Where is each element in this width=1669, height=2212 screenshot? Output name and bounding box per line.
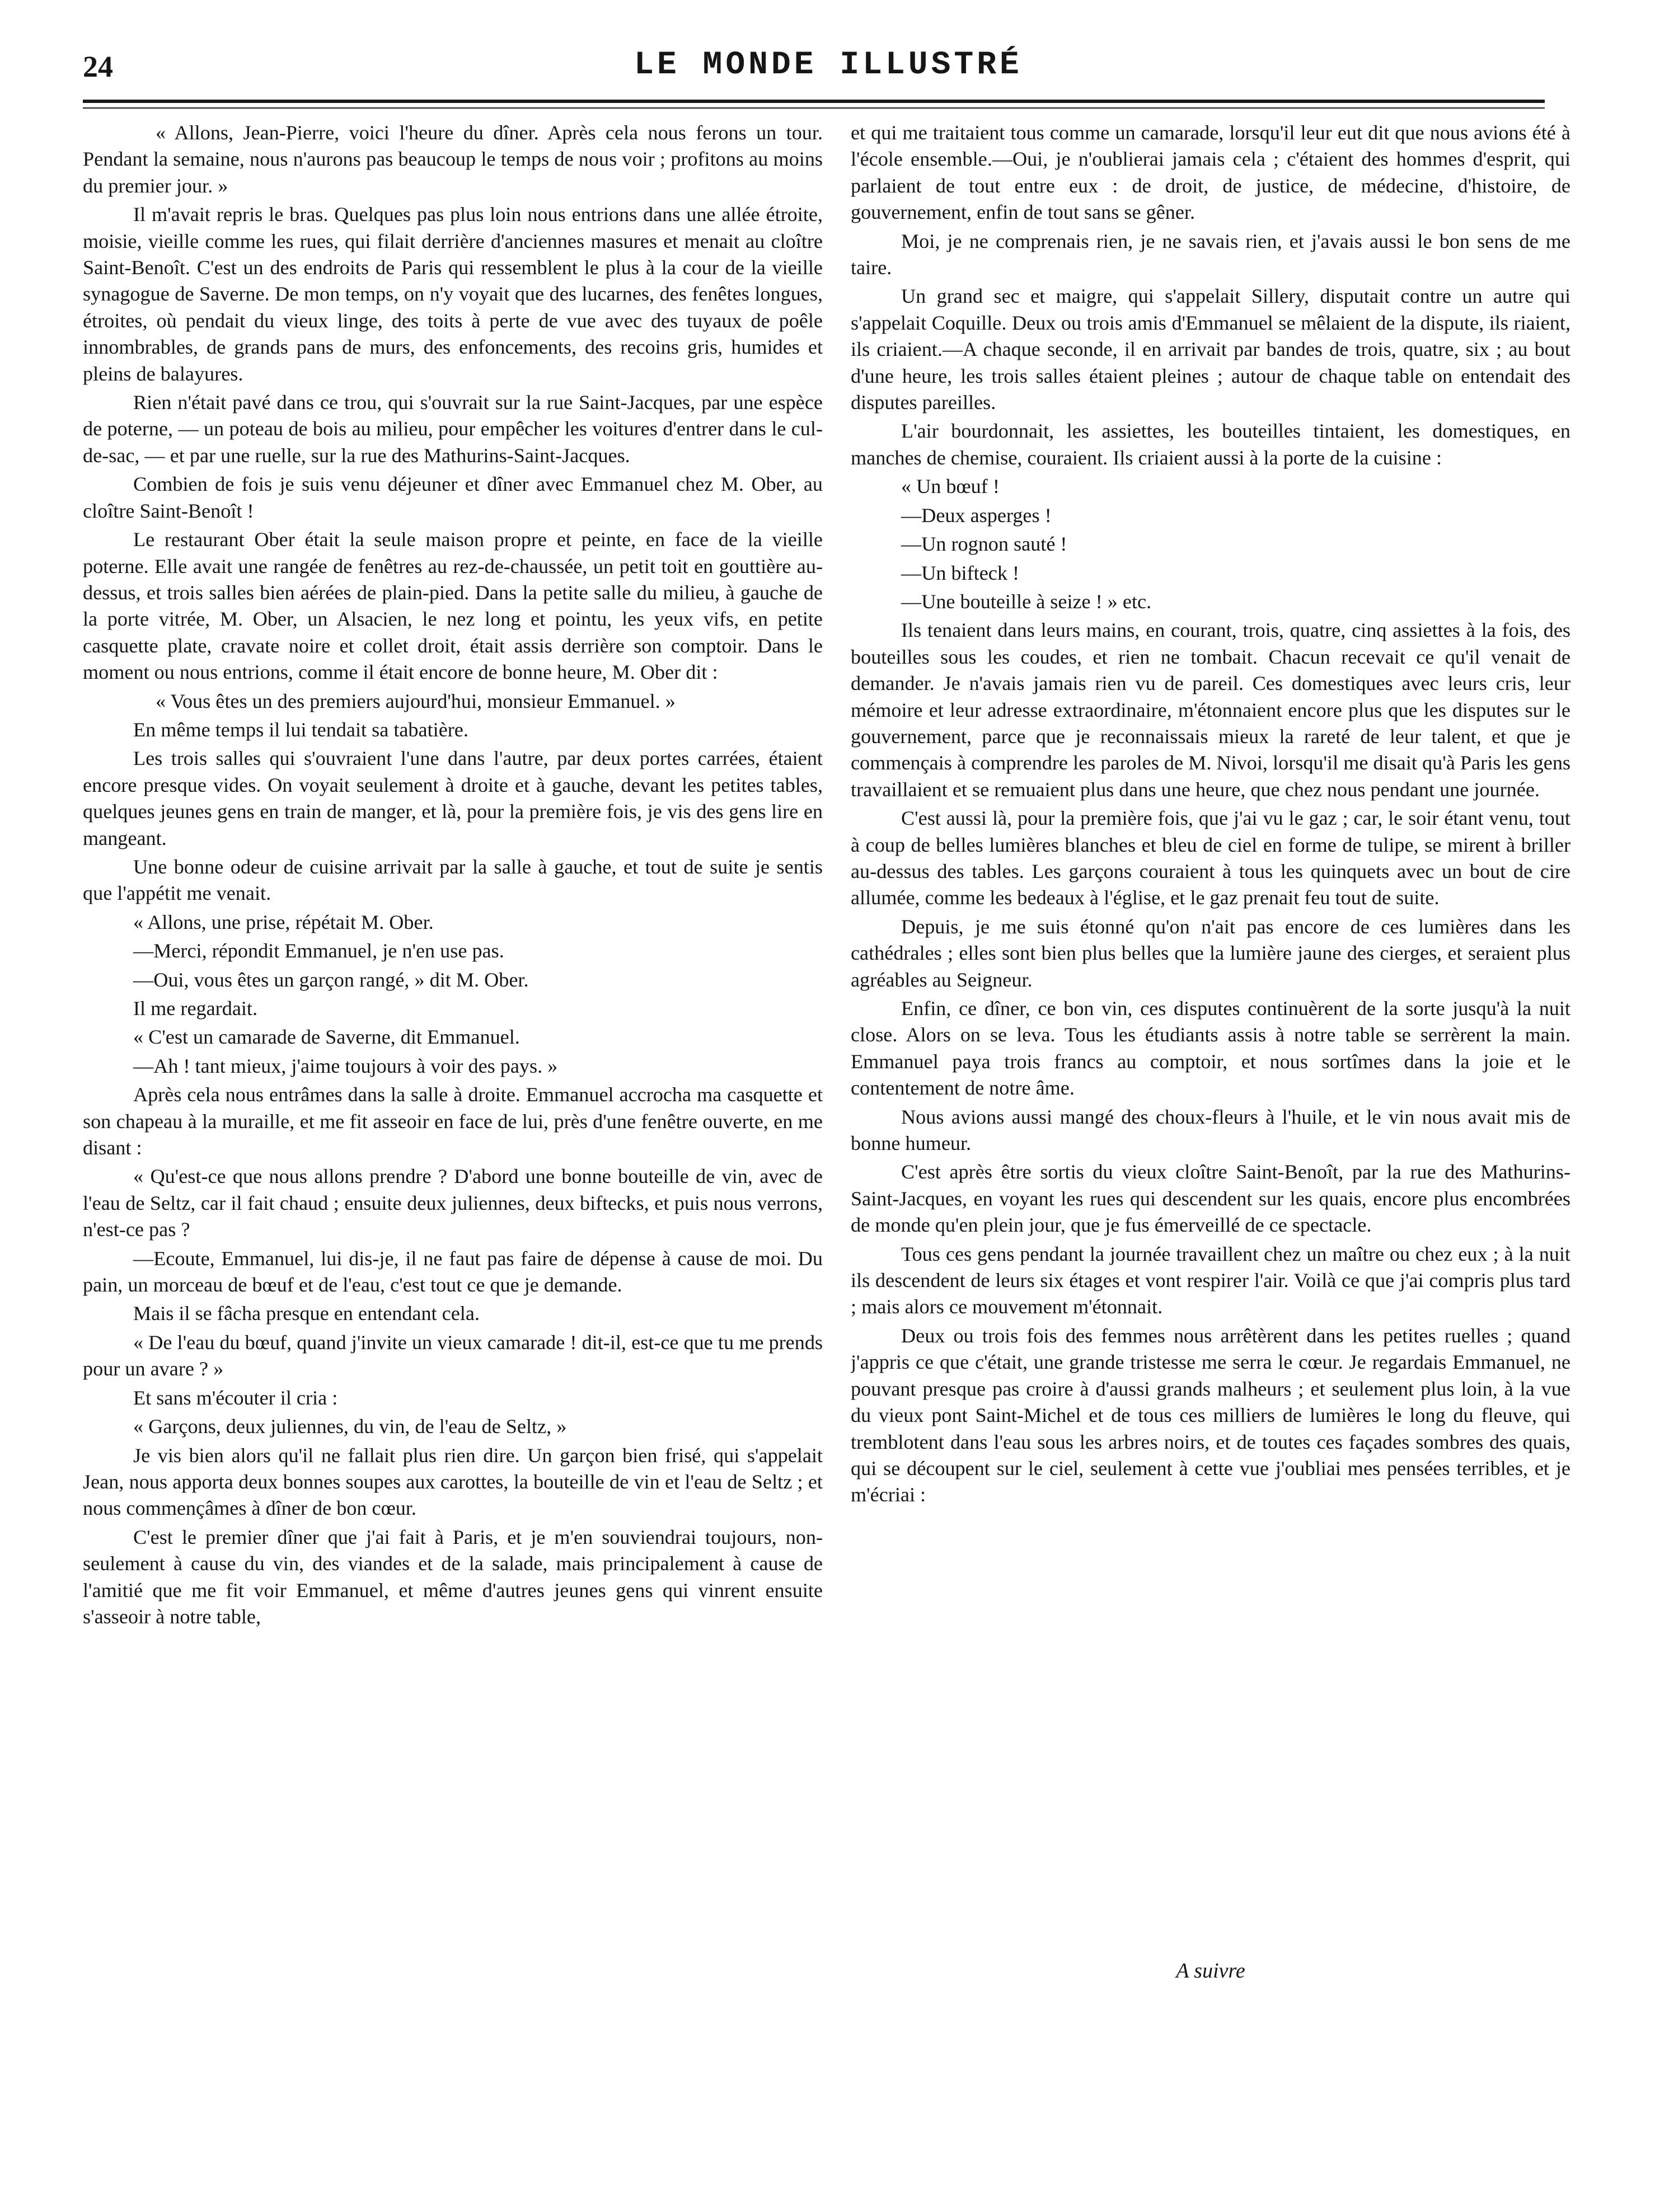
paragraph: Après cela nous entrâmes dans la salle à droite. Emmanuel accrocha ma casquette et son chapeau à la muraille, et me fit asseoir en face de lui, près d'une fenêtre ouverte, en me disant : — [83, 1083, 823, 1159]
paragraph: Un grand sec et maigre, qui s'appelait Sillery, disputait contre un autre qui s'appelait Coquille. Deux ou trois amis d'Emmanuel se mêlaient de la dispute, ils riaient, ils criaient.—A chaque seconde, il en arrivait par bandes de trois, quatre, six ; au bout d'une heure, les trois salles étaient pleines ; autour de chaque table on entendait des disputes pareilles. — [851, 285, 1570, 414]
dialogue-line: —Un bifteck ! — [901, 561, 1020, 584]
paragraph: « Vous êtes un des premiers aujourd'hui, monsieur Emmanuel. » — [156, 689, 676, 712]
continued-notice: A suivre — [1176, 1959, 1245, 1983]
paragraph: Les trois salles qui s'ouvraient l'une dans l'autre, par deux portes carrées, étaient encore presque vides. On voyait seulement à droite et à gauche, devant les petites tables, quelques jeunes gens en train de manger, et là, pour la première fois, je vis des gens lire en mangeant. — [83, 747, 823, 849]
journal-title: LE MONDE ILLUSTRÉ — [634, 47, 1023, 83]
dialogue-line: « Allons, une prise, répétait M. Ober. — [133, 910, 434, 933]
paragraph: Il m'avait repris le bras. Quelques pas plus loin nous entrions dans une allée étroite, moisie, vieille comme les rues, qui filait derrière d'anciennes masures et menait au cloître Saint-Benoît. C'est un des endroits de Paris qui ressemblent le plus à la cour de la vieille synagogue de Saverne. De mon temps, on n'y voyait que des lucarnes, des fenêtes longues, étroites, où pendait du vieux linge, des toits à perte de vue avec des tuyaux de poêle innombrables, de grands pans de murs, des enfoncements, des recoins gris, humides et pleins de balayures. — [83, 203, 823, 385]
paragraph: L'air bourdonnait, les assiettes, les bouteilles tintaient, les domestiques, en manches de chemise, couraient. Ils criaient aussi à la porte de la cuisine : — [851, 420, 1570, 469]
page-number: 24 — [83, 50, 113, 83]
left-column — [83, 120, 823, 2089]
paragraph: Nous avions aussi mangé des choux-fleurs à l'huile, et le vin nous avait mis de bonne humeur. — [851, 1105, 1570, 1155]
paragraph: « Allons, Jean-Pierre, voici l'heure du dîner. Après cela nous ferons un tour. Pendant la semaine, nous n'aurons pas beaucoup le temps de nous voir ; profitons au moins du premier jour. » — [83, 121, 823, 197]
paragraph: Le restaurant Ober était la seule maison propre et peinte, en face de la vieille poterne. Elle avait une rangée de fenêtres au rez-de-chaussée, un petit toit en gouttière au-dessus, et trois salles bien aérées de plain-pied. Dans la petite salle du milieu, à gauche de la porte vitrée, M. Ober, un Alsacien, le nez long et pointu, les yeux vifs, en petite casquette plate, cravate noire et collet droit, était assis derrière son comptoir. Dans le moment ou nous entrions, comme il était encore de bonne heure, M. Ober dit : — [83, 528, 823, 684]
paragraph: Et sans m'écouter il cria : — [133, 1386, 338, 1409]
dialogue-line: —Un rognon sauté ! — [901, 533, 1067, 556]
dialogue-line: —Merci, répondit Emmanuel, je n'en use pas. — [133, 940, 504, 962]
paragraph: Il me regardait. — [133, 997, 258, 1020]
paragraph: C'est le premier dîner que j'ai fait à Paris, et je m'en souviendrai toujours, non-seulement à cause du vin, des viandes et de la salade, mais principalement à cause de l'amitié que me fit voir Emmanuel, et même d'autres jeunes gens qui vinrent ensuite s'asseoir à notre table, — [83, 1525, 823, 1628]
paragraph: Enfin, ce dîner, ce bon vin, ces disputes continuèrent de la sorte jusqu'à la nuit close. Alors on se leva. Tous les étudiants assis à notre table se serrèrent la main. Emmanuel paya trois francs au comptoir, et nous sortîmes dans la joie et le contentement de notre âme. — [851, 997, 1570, 1100]
dialogue-line: —Une bouteille à seize ! » etc. — [901, 590, 1152, 613]
paragraph: Je vis bien alors qu'il ne fallait plus rien dire. Un garçon bien frisé, qui s'appelait Jean, nous apporta deux bonnes soupes aux carottes, la bouteille de vin et l'eau de Seltz ; et nous commençâmes à dîner de bon cœur. — [83, 1444, 823, 1520]
dialogue-line: —Deux asperges ! — [901, 504, 1052, 527]
paragraph: Deux ou trois fois des femmes nous arrêtèrent dans les petites ruelles ; quand j'appris ce que c'était, une grande tristesse me serra le cœur. Je regardais Emmanuel, ne pouvant presque pas croire à d'aussi grands malheurs ; et seulement plus loin, à la vue du vieux pont Saint-Michel et de tous ces milliers de lumières le long du fleuve, qui tremblotent dans l'eau sous les arbres noirs, et de toutes ces façades sombres des quais, qui se découpent sur le ciel, seulement à cette vue j'oubliai mes pensées terribles, et je m'écriai : — [851, 1324, 1570, 1506]
paragraph: C'est après être sortis du vieux cloître Saint-Benoît, par la rue des Mathurins-Saint-Jacques, en voyant les rues qui descendent sur les quais, encore plus encombrées de monde qu'en plein jour, que je fus émerveillé de ce spectacle. — [851, 1161, 1570, 1237]
dialogue-line: « Garçons, deux juliennes, du vin, de l'eau de Seltz, » — [133, 1415, 567, 1438]
dialogue-line: —Ah ! tant mieux, j'aime toujours à voir des pays. » — [133, 1054, 558, 1077]
paragraph: Ils tenaient dans leurs mains, en courant, trois, quatre, cinq assiettes à la fois, des bouteilles sous les coudes, et rien ne tombait. Chacun recevait ce qu'il venait de demander. Je n'avais jamais rien vu de pareil. Ces domestiques avec leurs cris, leur mémoire et leur adresse extraordinaire, m'étonnaient encore plus que les disputes sur le gouvernement, parce que je reconnaissais mieux la rareté de leur talent, et que je commençais à comprendre les paroles de M. Nivoi, lorsqu'il me disait qu'à Paris les gens travaillaient et se remuaient plus dans une heure, que chez nous pendant une journée. — [851, 619, 1570, 801]
paragraph: Une bonne odeur de cuisine arrivait par la salle à gauche, et tout de suite je sentis que l'appétit me venait. — [83, 855, 823, 905]
header-rule-thick — [83, 100, 1545, 103]
paragraph: Tous ces gens pendant la journée travaillent chez un maître ou chez eux ; à la nuit ils descendent de leurs six étages et vont respirer l'air. Voilà ce que j'ai compris plus tard ; mais alors ce mouvement m'étonnait. — [851, 1242, 1570, 1318]
dialogue-line: « C'est un camarade de Saverne, dit Emmanuel. — [133, 1026, 520, 1049]
paragraph: Depuis, je me suis étonné qu'on n'ait pas encore de ces lumières dans les cathédrales ; elles sont bien plus belles que la lumière jaune des cierges, et seraient plus agréables au Seigneur. — [851, 915, 1570, 991]
paragraph: En même temps il lui tendait sa tabatière. — [133, 718, 468, 741]
paragraph: Rien n'était pavé dans ce trou, qui s'ouvrait sur la rue Saint-Jacques, par une espèce de poterne, — un poteau de bois au milieu, pour empêcher les voitures d'entrer dans le cul-de-sac, — et par une ruelle, sur la rue des Mathurins-Saint-Jacques. — [83, 391, 823, 467]
dialogue-line: « Qu'est-ce que nous allons prendre ? D'abord une bonne bouteille de vin, avec de l'eau de Seltz, car il fait chaud ; ensuite deux juliennes, deux biftecks, et puis nous verrons, n'est-ce pas ? — [83, 1165, 823, 1241]
right-column — [851, 120, 1570, 2089]
dialogue-line: —Oui, vous êtes un garçon rangé, » dit M. Ober. — [133, 968, 529, 991]
dialogue-line: —Ecoute, Emmanuel, lui dis-je, il ne faut pas faire de dépense à cause de moi. Du pain, un morceau de bœuf et de l'eau, c'est tout ce que je demande. — [83, 1247, 823, 1297]
dialogue-line: « De l'eau du bœuf, quand j'invite un vieux camarade ! dit-il, est-ce que tu me prends pour un avare ? » — [83, 1331, 823, 1380]
header-rule-thin — [83, 107, 1545, 109]
paragraph: Mais il se fâcha presque en entendant cela. — [133, 1302, 480, 1325]
paragraph: et qui me traitaient tous comme un camarade, lorsqu'il leur eut dit que nous avions été à l'école ensemble.—Oui, je n'oublierai jamais cela ; c'étaient des hommes d'esprit, qui parlaient de tout entre eux : de droit, de justice, de médecine, d'histoire, de gouvernement, enfin de tout sans se gêner. — [851, 121, 1570, 224]
paragraph: Moi, je ne comprenais rien, je ne savais rien, et j'avais aussi le bon sens de me taire. — [851, 229, 1570, 279]
dialogue-line: « Un bœuf ! — [901, 475, 1000, 498]
paragraph: Combien de fois je suis venu déjeuner et dîner avec Emmanuel chez M. Ober, au cloître Saint-Benoît ! — [83, 473, 823, 522]
paragraph: C'est aussi là, pour la première fois, que j'ai vu le gaz ; car, le soir étant venu, tout à coup de belles lumières blanches et bleu de ciel en forme de tulipe, se mirent à briller au-dessus des tables. Les garçons couraient à tous les quinquets avec un bout de cire allumée, comme les bedeaux à l'église, et le gaz prenait feu tout de suite. — [851, 807, 1570, 909]
